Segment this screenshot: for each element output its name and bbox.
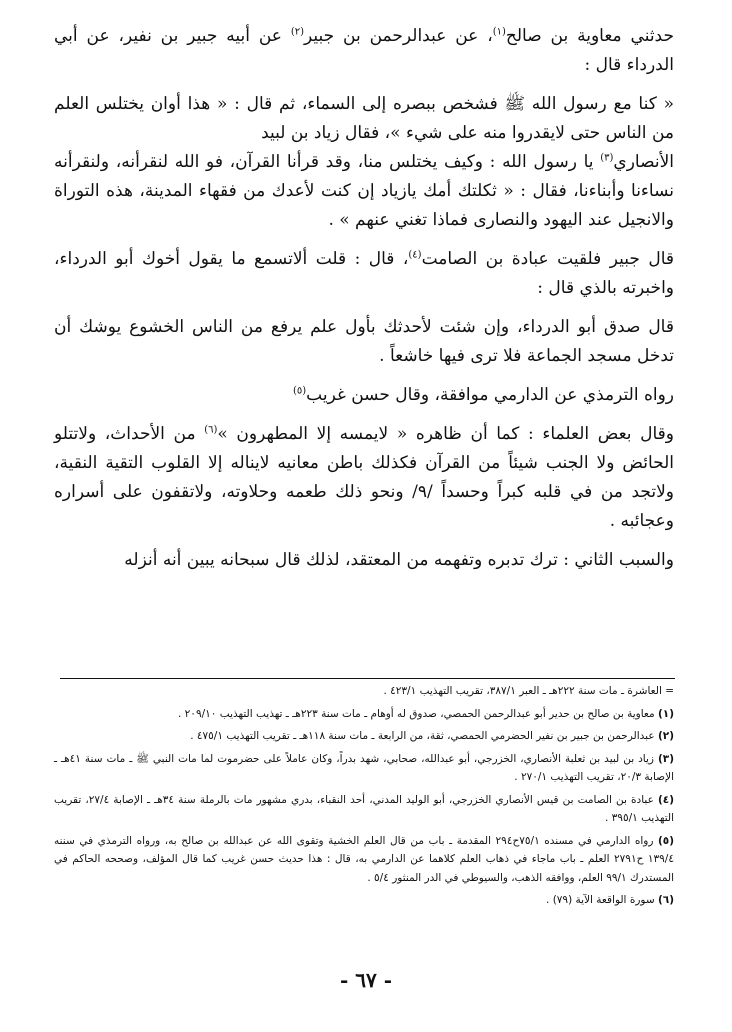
paragraph-1: حدثني معاوية بن صالح$^{(١)}$، عن عبدالرحمن بن جبير$^{(٢)}$ عن أبيه جبير بن نفير، عن أبي الدرداء قال : xyxy=(54,26,674,75)
footnote-item: (٣) زياد بن لبيد بن ثعلبة الأنصاري، الخزرجي، أبو عبدالله، صحابي، شهد بدراً، وكان عاملاً على حضرموت لما مات النبي ﷺ ـ مات سنة ٤١هـ ـ الإصابة ٢٠/٣، تقريب التهذيب ٢٧٠/١ . xyxy=(54,752,674,783)
paragraph-7: وقال بعض العلماء : كما أن ظاهره « لايمسه إلا المطهرون »$^{(٦)}$ من الأحداث، ولاتتلو الحائض ولا الجنب شيئاً من القرآن فكذلك باطن معانيه لايناله إلا القلوب التقية النقية، ولاتجد من في قلبه كبراً وحسداً /٩/ ونحو ذلك طعمه وحلاوته، ولاتقفون على أسراره وعجائبه . xyxy=(54,424,675,531)
footnote-item: (١) معاوية بن صالح بن حدير أبو عبدالرحمن الحمصي، صدوق له أوهام ـ مات سنة ٢٢٣هـ ـ تهذيب التهذيب ٢٠٩/١٠ . xyxy=(177,707,674,720)
page-number: - ٦٧ - xyxy=(339,968,392,992)
footnote-ref[interactable]: (٤) xyxy=(408,249,422,261)
footnote-item: (٢) عبدالرحمن بن جبير بن نفير الحضرمي الحمصي، ثقة، من الرابعة ـ مات سنة ١١٨هـ ـ تقريب التهذيب ٤٧٥/١ . xyxy=(190,730,674,742)
footnote-number: (٢) xyxy=(657,730,674,742)
footnotes xyxy=(54,682,674,914)
footnote-number: (٤) xyxy=(657,793,674,806)
footnote-item: (٤) عبادة بن الصامت بن قيس الأنصاري الخزرجي، أبو الوليد المدني، أحد النقباء، بدري مشهور مات بالرملة سنة ٣٤هـ ـ الإصابة ٢٧/٤، تقريب التهذيب ٣٩٥/١ . xyxy=(54,793,674,824)
main-text xyxy=(54,22,674,585)
footnote-number: (٦) xyxy=(657,894,674,906)
paragraph-4: قال جبير فلقيت عبادة بن الصامت$^{(٤)}$، قال : قلت ألاتسمع ما يقول أخوك أبو الدرداء، واخبرته بالذي قال : xyxy=(54,249,675,298)
footnote-number: (٣) xyxy=(657,752,674,765)
footnote-item: (٥) رواه الدارمي في مسنده ٧٥/١ح٢٩٤ المقدمة ـ باب من قال العلم الخشية وتقوى الله عن عبدالله بن صالح به، ورواه الترمذي في سننه ١٣٩/٤ ح٢٧٩١ العلم ـ باب ماجاء في ذهاب العلم كلاهما عن الدارمي به، قال : هذا حديث حسن غريب كما قال المؤلف، وصححه الحاكم في المستدرك ٩٩/١ العلم، ووافقه الذهب، والسيوطي في الدر المنثور ٥/٤ . xyxy=(54,834,675,884)
footnote-ref[interactable]: (٢) xyxy=(290,26,305,38)
footnote-ref[interactable]: (١) xyxy=(492,26,506,38)
paragraph-2: « كنا مع رسول الله ﷺ فشخص ببصره إلى السماء، ثم قال : « هذا أوان يختلس العلم من الناس حتى لايقدروا منه على شيء »، فقال زياد بن لبيد xyxy=(54,94,674,143)
footnote-number: (٥) xyxy=(657,834,675,847)
footnote-divider xyxy=(60,678,675,679)
footnote-ref[interactable]: (٦) xyxy=(204,424,218,436)
paragraph-6: رواه الترمذي عن الدارمي موافقة، وقال حسن غريب$^{(٥)}$ xyxy=(292,385,674,405)
footnote-item: (٦) سورة الواقعة الآية (٧٩) . xyxy=(546,894,674,906)
paragraph-3: الأنصاري$^{(٣)}$ يا رسول الله : وكيف يختلس منا، وقد قرأنا القرآن، فو الله لنقرأنه، ولنقرأنه نساءنا وأبناءنا، فقال : « ثكلتك أمك يازياد إن كنت لأعدك من فقهاء المدينة، هذه التوراة والانجيل عند اليهود والنصارى فماذا تغني عنهم » . xyxy=(54,152,674,230)
footnote-continuation: = العاشرة ـ مات سنة ٢٢٢هـ ـ العبر ٣٨٧/١، تقريب التهذيب ٤٢٣/١ . xyxy=(383,685,674,697)
paragraph-5: قال صدق أبو الدرداء، وإن شئت لأحدثك بأول علم يرفع من الناس الخشوع يوشك أن تدخل مسجد الجماعة فلا ترى فيها خاشعاً . xyxy=(54,317,674,366)
footnote-number: (١) xyxy=(657,707,674,720)
footnote-ref[interactable]: (٥) xyxy=(292,385,307,397)
paragraph-8: والسبب الثاني : ترك تدبره وتفهمه من المعتقد، لذلك قال سبحانه يبين أنه أنزله xyxy=(124,550,674,570)
footnote-ref[interactable]: (٣) xyxy=(600,152,614,164)
